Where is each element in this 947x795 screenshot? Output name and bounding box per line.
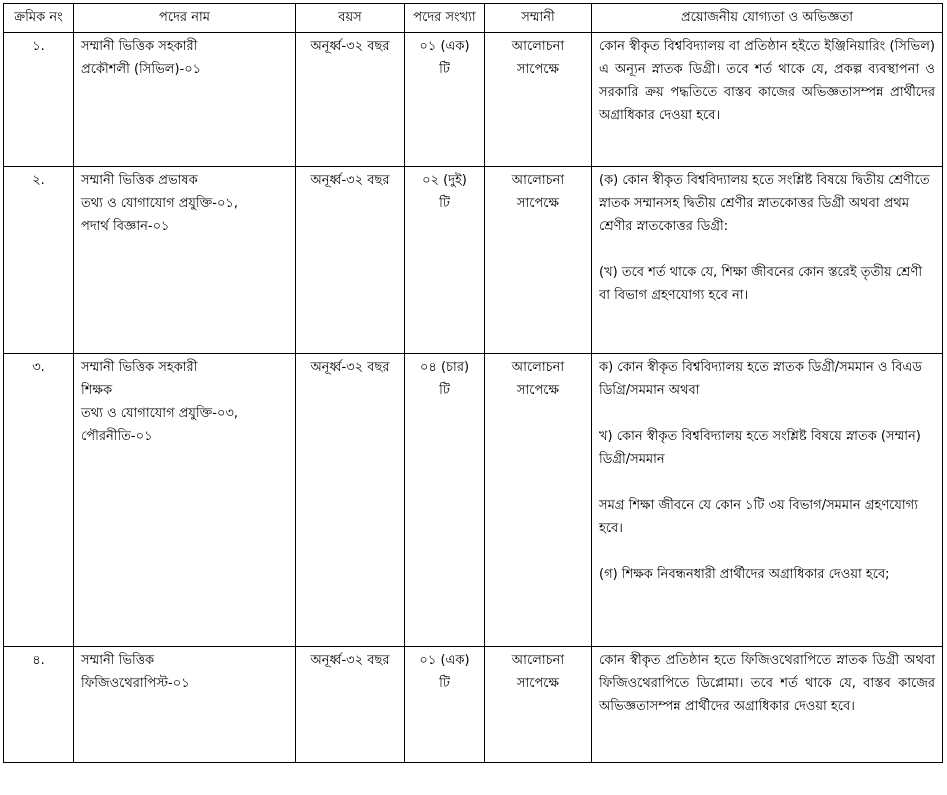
post-count-line: ০২ (দুই) xyxy=(422,173,467,188)
qualification-paragraph: খ) কোন স্বীকৃত বিশ্ববিদ্যালয় হতে সংশ্লিষ্ট বিষয়ে স্নাতক (সম্মান) ডিগ্রী/সমমান xyxy=(599,429,921,467)
post-name-line: শিক্ষক xyxy=(81,383,113,398)
post-count-line: টি xyxy=(439,196,450,211)
salary-cell xyxy=(485,167,592,354)
post-count-cell xyxy=(405,354,485,647)
post-name-line: ফিজিওথেরাপিস্ট-০১ xyxy=(81,676,190,691)
header-age: বয়স xyxy=(296,4,405,33)
post-name-line: প্রকৌশলী (সিভিল)-০১ xyxy=(81,62,202,77)
header-salary: সম্মানী xyxy=(485,4,592,33)
post-name-line: তথ্য ও যোগাযোগ প্রযুক্তি-০১, xyxy=(81,196,238,211)
salary-line: সাপেক্ষে xyxy=(516,676,560,691)
qualification-paragraph: (গ) শিক্ষক নিবন্ধনধারী প্রার্থীদের অগ্রাধিকার দেওয়া হবে; xyxy=(599,567,890,582)
table-row xyxy=(4,167,943,354)
header-serial: ক্রমিক নং xyxy=(4,4,74,33)
table-row xyxy=(4,33,943,167)
header-qualification: প্রয়োজনীয় যোগ্যতা ও অভিজ্ঞতা xyxy=(592,4,943,33)
header-row xyxy=(4,4,943,33)
qualification-paragraph: সমগ্র শিক্ষা জীবনে যে কোন ১টি ৩য় বিভাগ/সমমান গ্রহণযোগ্য হবে। xyxy=(599,498,918,536)
post-count-line: ০১ (এক) xyxy=(419,653,470,668)
post-count-line: ০৪ (চার) xyxy=(419,360,470,375)
post-name-cell xyxy=(74,354,296,647)
age-cell: অনূর্ধ্ব-৩২ বছর xyxy=(296,354,405,647)
post-name-line: সম্মানী ভিত্তিক প্রভাষক xyxy=(81,173,198,188)
salary-cell xyxy=(485,354,592,647)
post-count-line: টি xyxy=(439,62,450,77)
post-name-line: পৌরনীতি-০১ xyxy=(81,429,153,444)
post-count-line: ০১ (এক) xyxy=(419,39,470,54)
serial-cell: ২. xyxy=(4,167,74,354)
post-count-cell xyxy=(405,167,485,354)
qualification-paragraph: (ক) কোন স্বীকৃত বিশ্ববিদ্যালয় হতে সংশ্লিষ্ট বিষয়ে দ্বিতীয় শ্রেণীতে স্নাতক সম্মানসহ দ্বিতীয় শ্রেণীর স্নাতকোত্তর ডিগ্রী অথবা প্রথম শ্রেণীর স্নাতকোত্তর ডিগ্রী: xyxy=(599,173,930,234)
post-count-cell xyxy=(405,647,485,763)
qualification-cell xyxy=(592,33,943,167)
header-post-name: পদের নাম xyxy=(74,4,296,33)
qualification-cell xyxy=(592,354,943,647)
serial-cell: ৩. xyxy=(4,354,74,647)
post-name-line: সম্মানী ভিত্তিক xyxy=(81,653,155,668)
salary-cell xyxy=(485,647,592,763)
table-row xyxy=(4,647,943,763)
salary-cell xyxy=(485,33,592,167)
header-post-count: পদের সংখ্যা xyxy=(405,4,485,33)
age-cell: অনূর্ধ্ব-৩২ বছর xyxy=(296,33,405,167)
salary-line: আলোচনা xyxy=(511,360,565,375)
salary-line: সাপেক্ষে xyxy=(516,62,560,77)
salary-line: আলোচনা xyxy=(511,173,565,188)
vacancy-table xyxy=(3,3,943,763)
salary-line: সাপেক্ষে xyxy=(516,383,560,398)
qualification-paragraph: (খ) তবে শর্ত থাকে যে, শিক্ষা জীবনের কোন স্তরেই তৃতীয় শ্রেণী বা বিভাগ গ্রহণযোগ্য হবে না। xyxy=(599,265,923,303)
post-count-cell xyxy=(405,33,485,167)
qualification-cell xyxy=(592,167,943,354)
salary-line: আলোচনা xyxy=(511,653,565,668)
post-name-cell xyxy=(74,167,296,354)
post-count-line: টি xyxy=(439,676,450,691)
post-name-line: তথ্য ও যোগাযোগ প্রযুক্তি-০৩, xyxy=(81,406,239,421)
salary-line: আলোচনা xyxy=(511,39,565,54)
age-cell: অনূর্ধ্ব-৩২ বছর xyxy=(296,647,405,763)
qualification-paragraph: ক) কোন স্বীকৃত বিশ্ববিদ্যালয় হতে স্নাতক ডিগ্রী/সমমান ও বিএড ডিগ্রি/সমমান অথবা xyxy=(599,360,922,398)
table-row xyxy=(4,354,943,647)
post-name-line: সম্মানী ভিত্তিক সহকারী xyxy=(81,39,198,54)
serial-cell: ৪. xyxy=(4,647,74,763)
post-name-cell xyxy=(74,647,296,763)
age-cell: অনূর্ধ্ব-৩২ বছর xyxy=(296,167,405,354)
post-name-cell xyxy=(74,33,296,167)
post-name-line: সম্মানী ভিত্তিক সহকারী xyxy=(81,360,198,375)
qualification-cell xyxy=(592,647,943,763)
salary-line: সাপেক্ষে xyxy=(516,196,560,211)
post-count-line: টি xyxy=(439,383,450,398)
post-name-line: পদার্থ বিজ্ঞান-০১ xyxy=(81,219,170,234)
qualification-paragraph: কোন স্বীকৃত বিশ্ববিদ্যালয় বা প্রতিষ্ঠান হইতে ইঞ্জিনিয়ারিং (সিভিল) এ অন্যূন স্নাতক ডিগ্রী। তবে শর্ত থাকে যে, প্রকল্প ব্যবস্থাপনা ও সরকারি ক্রয় পদ্ধতিতে বাস্তব কাজের অভিজ্ঞতাসম্পন্ন প্রার্থীদের অগ্রাধিকার দেওয়া হবে। xyxy=(599,39,935,123)
serial-cell: ১. xyxy=(4,33,74,167)
qualification-paragraph: কোন স্বীকৃত প্রতিষ্ঠান হতে ফিজিওথেরাপিতে স্নাতক ডিগ্রী অথবা ফিজিওথেরাপিতে ডিপ্লোমা। তবে শর্ত থাকে যে, বাস্তব কাজের অভিজ্ঞতাসম্পন্ন প্রার্থীদের অগ্রাধিকার দেওয়া হবে। xyxy=(599,653,935,714)
